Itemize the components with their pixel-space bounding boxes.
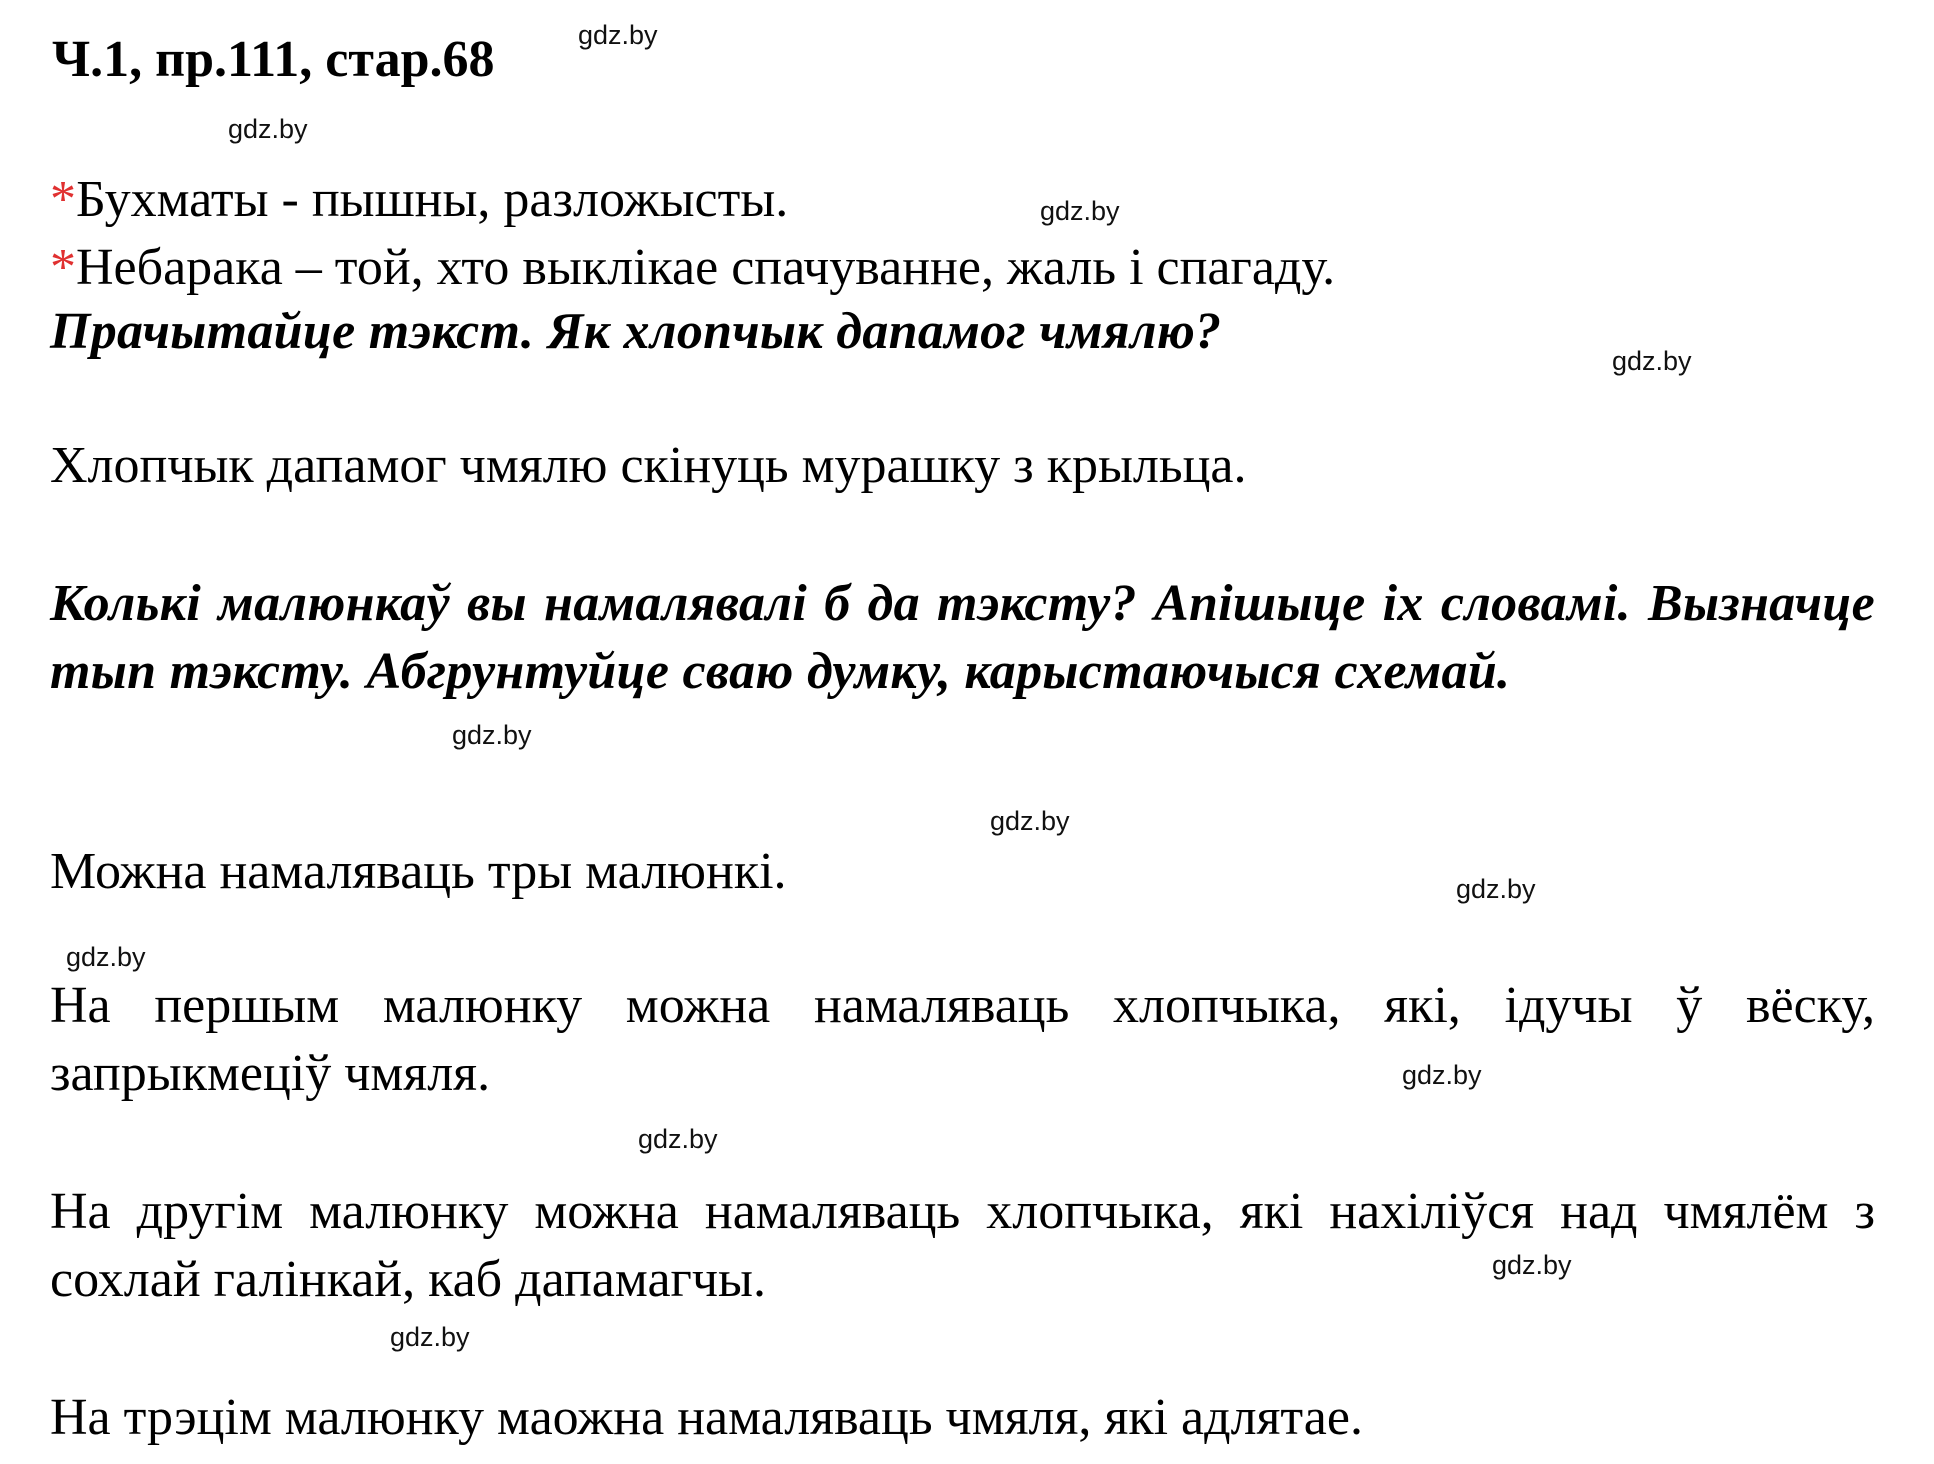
glossary-text: Бухматы - пышны, разложысты. <box>76 171 789 228</box>
watermark: gdz.by <box>1040 196 1120 226</box>
task2-question: Колькі малюнкаў вы намалявалі б да тэксту? Апішыце іх словамі. Вызначце тып тэксту. Абгрунтуйце сваю думку, карыстаючыся схемай. <box>50 575 1875 700</box>
watermark: gdz.by <box>1402 1060 1482 1090</box>
watermark: gdz.by <box>66 942 146 972</box>
glossary-text: Небарака – той, хто выклікае спачуванне, жаль і спагаду. <box>76 239 1336 296</box>
watermark: gdz.by <box>990 806 1070 836</box>
answer-picture-2: На другім малюнку можна намаляваць хлопчыка, які нахіліўся над чмялём з сохлай галінкай, каб дапамагчы. <box>50 1183 1875 1308</box>
watermark: gdz.by <box>228 114 308 144</box>
answer-picture-3: На трэцім малюнку маожна намаляваць чмяля, які адлятае. <box>50 1389 1363 1446</box>
watermark: gdz.by <box>1456 874 1536 904</box>
glossary-item-bukhmaty <box>50 168 788 232</box>
answer-count: Можна намаляваць тры малюнкі. <box>50 843 787 900</box>
watermark: gdz.by <box>390 1322 470 1352</box>
watermark: gdz.by <box>1612 346 1692 376</box>
task1-question: Прачытайце тэкст. Як хлопчык дапамог чмялю? <box>50 303 1222 360</box>
asterisk-marker: * <box>50 171 76 228</box>
watermark: gdz.by <box>638 1124 718 1154</box>
watermark: gdz.by <box>452 720 532 750</box>
watermark: gdz.by <box>578 20 658 50</box>
asterisk-marker: * <box>50 239 76 296</box>
glossary-item-nebaraka <box>50 236 1335 300</box>
watermark: gdz.by <box>1492 1250 1572 1280</box>
answer-picture-1: На першым малюнку можна намаляваць хлопчыка, які, ідучы ў вёску, запрыкмеціў чмяля. <box>50 977 1875 1102</box>
page-title: Ч.1, пр.111, стар.68 <box>52 31 495 88</box>
task1-answer: Хлопчык дапамог чмялю скінуць мурашку з крыльца. <box>50 437 1247 494</box>
